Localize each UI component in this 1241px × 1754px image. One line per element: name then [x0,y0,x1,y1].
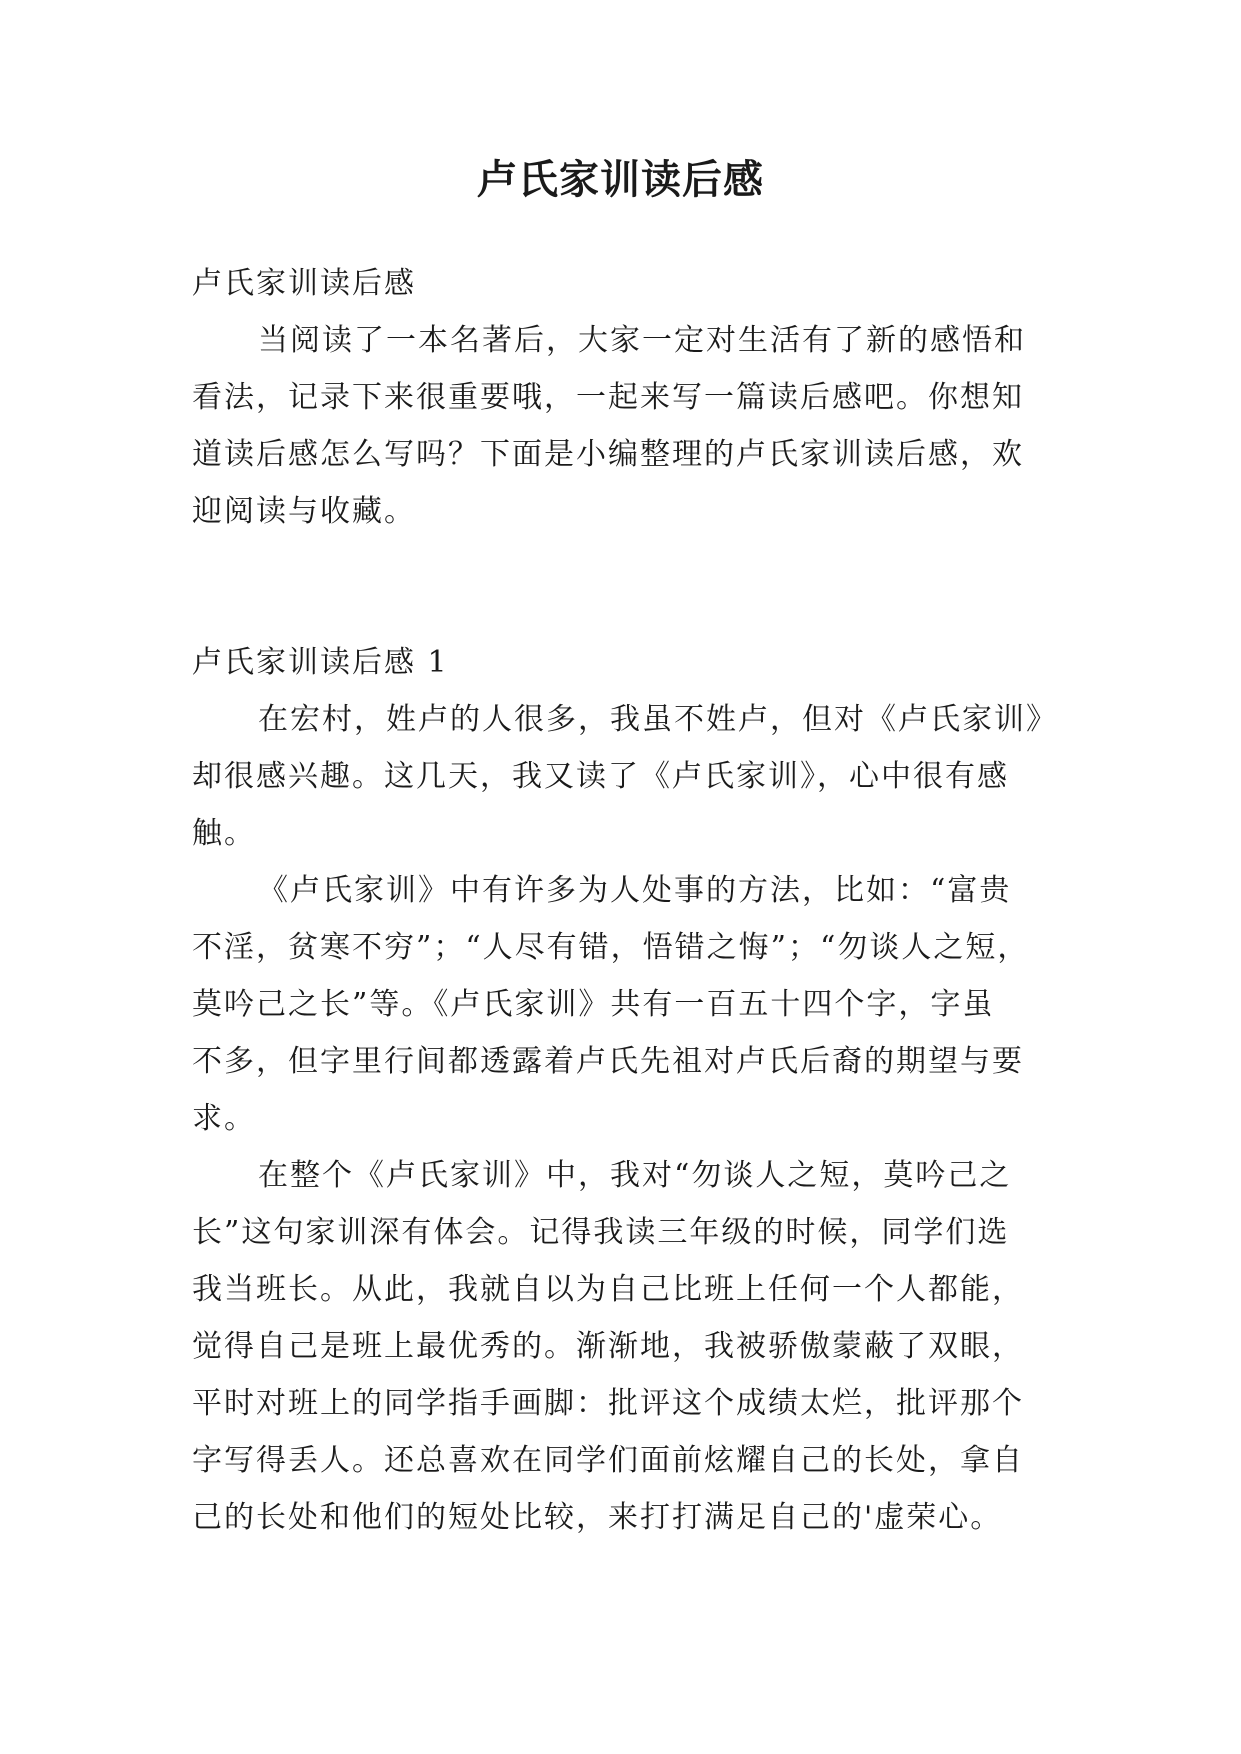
paragraph-line: 觉得自己是班上最优秀的。渐渐地，我被骄傲蒙蔽了双眼， [192,1329,1024,1364]
paragraph-line: 莫吟己之长”等。《卢氏家训》共有一百五十四个字，字虽 [192,987,995,1022]
paragraph-line: 在整个《卢氏家训》中，我对“勿谈人之短，莫吟己之 [258,1158,1012,1193]
intro-line: 看法，记录下来很重要哦，一起来写一篇读后感吧。你想知 [192,380,1024,415]
paragraph-line: 不淫，贫寒不穷”；“人尽有错，悟错之悔”；“勿谈人之短， [192,930,1030,965]
paragraph-line: 求。 [192,1101,256,1136]
paragraph-line: 我当班长。从此，我就自以为自己比班上任何一个人都能， [192,1272,1024,1307]
paragraph-line: 在宏村，姓卢的人很多，我虽不姓卢，但对《卢氏家训》 [258,702,1058,737]
intro-section [192,255,1060,540]
intro-line: 道读后感怎么写吗？下面是小编整理的卢氏家训读后感，欢 [192,437,1024,472]
paragraph-line: 触。 [192,816,256,851]
document-title: 卢氏家训读后感 [477,156,764,203]
paragraph-line: 《卢氏家训》中有许多为人处事的方法，比如：“富贵 [258,873,1012,908]
paragraph-line: 己的长处和他们的短处比较，来打打满足自己的'虚荣心。 [192,1500,1003,1535]
paragraph-line: 不多，但字里行间都透露着卢氏先祖对卢氏后裔的期望与要 [192,1044,1024,1079]
paragraph-line: 平时对班上的同学指手画脚：批评这个成绩太烂，批评那个 [192,1386,1024,1421]
section-1 [192,634,1060,1546]
section-heading: 卢氏家训读后感 1 [192,645,449,680]
paragraph-line: 长”这句家训深有体会。记得我读三年级的时候，同学们选 [192,1215,1010,1250]
paragraph-line: 字写得丢人。还总喜欢在同学们面前炫耀自己的长处，拿自 [192,1443,1024,1478]
intro-line: 当阅读了一本名著后，大家一定对生活有了新的感悟和 [258,323,1026,358]
intro-line: 迎阅读与收藏。 [192,494,416,529]
intro-heading: 卢氏家训读后感 [192,266,416,301]
paragraph-line: 却很感兴趣。这几天，我又读了《卢氏家训》，心中很有感 [192,759,1009,794]
